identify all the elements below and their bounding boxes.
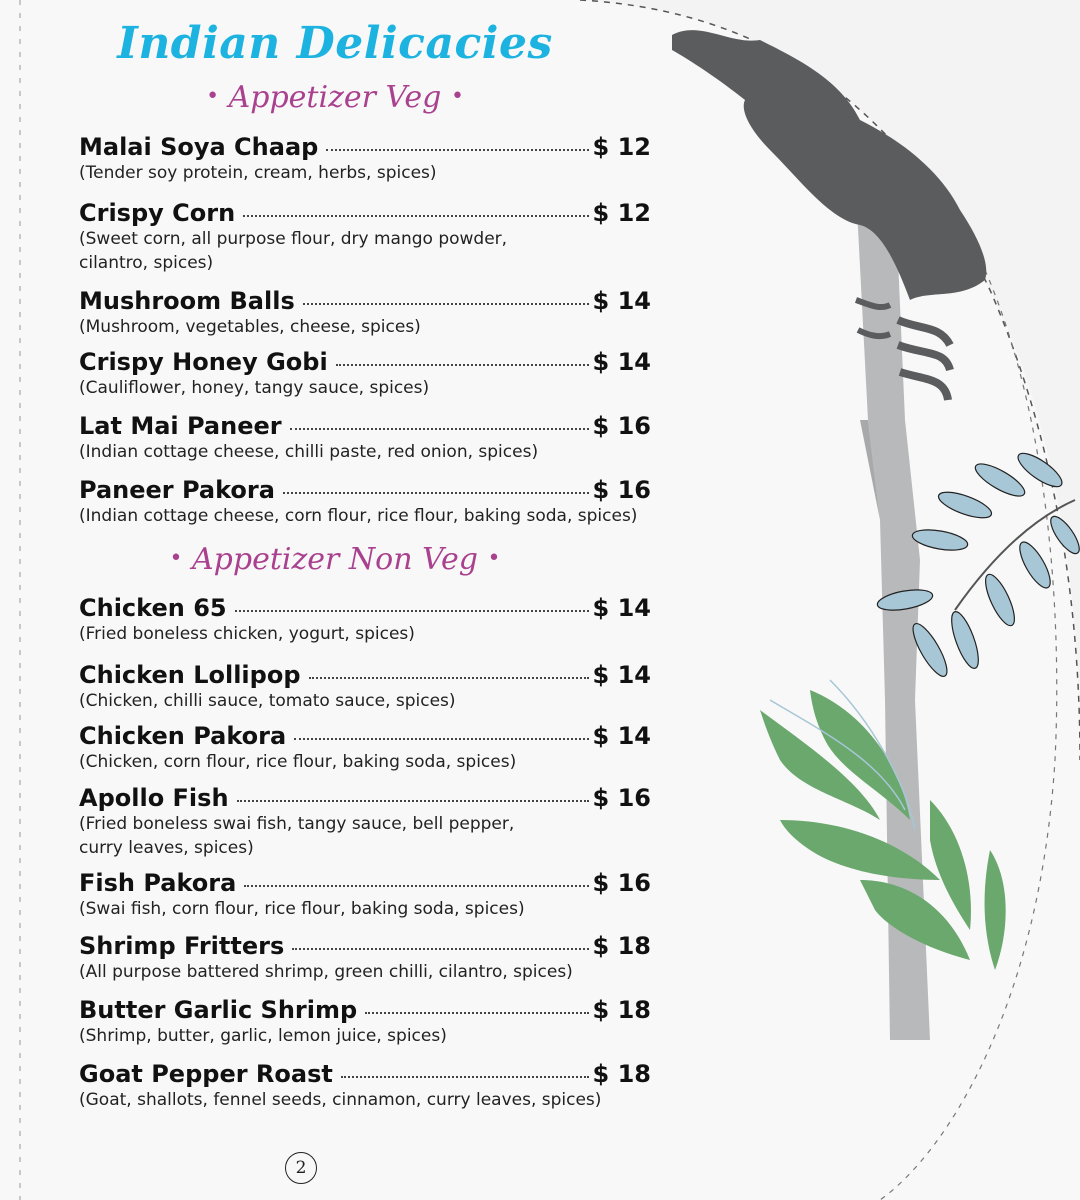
menu-item (79, 1060, 651, 1112)
item-price: $ 16 (592, 869, 651, 897)
item-price: $ 12 (592, 199, 651, 227)
item-name: Mushroom Balls (79, 287, 295, 315)
item-name: Apollo Fish (79, 784, 229, 812)
item-name: Lat Mai Paneer (79, 412, 282, 440)
item-description: (Indian cottage cheese, chilli paste, red onion, spices) (79, 442, 539, 462)
menu-item (79, 287, 651, 339)
menu-item (79, 412, 651, 464)
item-price: $ 14 (592, 594, 651, 622)
item-name: Fish Pakora (79, 869, 237, 897)
menu-item (79, 661, 651, 713)
item-price: $ 14 (592, 661, 651, 689)
item-price: $ 18 (592, 932, 651, 960)
item-price: $ 12 (592, 133, 651, 161)
section-heading-appetizer-non-veg: • Appetizer Non Veg • (169, 542, 501, 577)
item-description: (Chicken, corn flour, rice flour, baking soda, spices) (79, 752, 517, 772)
item-name: Crispy Honey Gobi (79, 348, 328, 376)
menu-item (79, 348, 651, 400)
item-name: Crispy Corn (79, 199, 236, 227)
menu-item (79, 869, 651, 921)
item-name: Malai Soya Chaap (79, 133, 319, 161)
item-name: Goat Pepper Roast (79, 1060, 333, 1088)
item-description: (Chicken, chilli sauce, tomato sauce, spices) (79, 691, 456, 711)
item-name: Butter Garlic Shrimp (79, 996, 358, 1024)
item-name: Chicken Lollipop (79, 661, 301, 689)
item-description: (Fried boneless chicken, yogurt, spices) (79, 624, 415, 644)
item-price: $ 16 (592, 784, 651, 812)
menu-item (79, 476, 651, 528)
item-price: $ 18 (592, 1060, 651, 1088)
item-description: (Indian cottage cheese, corn flour, rice flour, baking soda, spices) (79, 506, 638, 526)
menu-item (79, 133, 651, 185)
menu-title: Indian Delicacies (117, 18, 553, 69)
item-name: Chicken 65 (79, 594, 227, 622)
item-price: $ 14 (592, 348, 651, 376)
item-description: (Goat, shallots, fennel seeds, cinnamon, curry leaves, spices) (79, 1090, 602, 1110)
item-name: Paneer Pakora (79, 476, 275, 504)
section-heading-appetizer-veg: • Appetizer Veg • (206, 80, 464, 115)
menu-item (79, 722, 651, 774)
item-description: (Mushroom, vegetables, cheese, spices) (79, 317, 421, 337)
item-name: Chicken Pakora (79, 722, 287, 750)
menu-item (79, 199, 651, 275)
item-description: (Cauliflower, honey, tangy sauce, spices) (79, 378, 430, 398)
menu-item (79, 932, 651, 984)
menu-item (79, 784, 651, 860)
item-price: $ 16 (592, 476, 651, 504)
menu-item (79, 996, 651, 1048)
item-description: (Swai fish, corn flour, rice flour, baking soda, spices) (79, 899, 525, 919)
page-number: 2 (285, 1152, 317, 1184)
item-name: Shrimp Fritters (79, 932, 285, 960)
item-price: $ 16 (592, 412, 651, 440)
item-price: $ 14 (592, 722, 651, 750)
item-description: (Fried boneless swai fish, tangy sauce, bell pepper, curry leaves, spices) (79, 814, 515, 858)
item-description: (All purpose battered shrimp, green chilli, cilantro, spices) (79, 962, 573, 982)
menu-item (79, 594, 651, 646)
item-description: (Shrimp, butter, garlic, lemon juice, spices) (79, 1026, 447, 1046)
item-price: $ 18 (592, 996, 651, 1024)
item-description: (Sweet corn, all purpose flour, dry mango powder, cilantro, spices) (79, 229, 508, 273)
item-price: $ 14 (592, 287, 651, 315)
item-description: (Tender soy protein, cream, herbs, spices) (79, 163, 437, 183)
